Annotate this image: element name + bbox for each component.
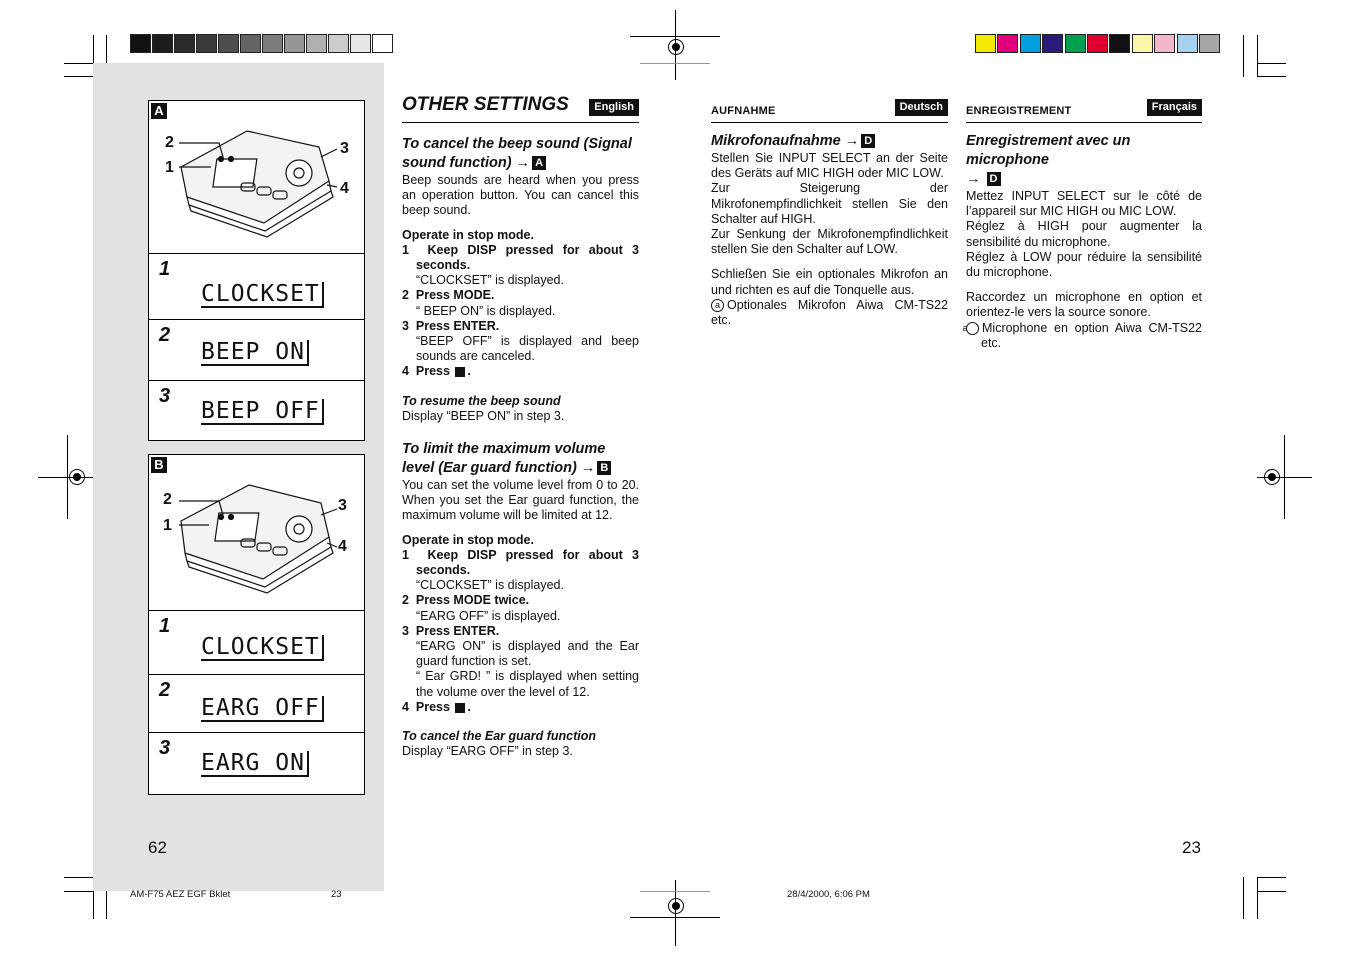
callout-1: 1 — [165, 159, 174, 176]
color-swatch — [1042, 34, 1063, 53]
note-marker-icon: a — [966, 322, 979, 335]
callout-2: 2 — [165, 134, 174, 151]
figure-ref-badge: A — [532, 156, 546, 170]
lcd-display: CLOCKSET — [201, 282, 324, 308]
column-header — [966, 96, 1202, 123]
figure-badge: A — [151, 103, 167, 119]
language-tag: Français — [1147, 99, 1202, 116]
paragraph: Zur Senkung der Mikrofonempfindlichkeit stellen Sie den Schalter auf LOW. — [711, 227, 948, 257]
paragraph: Raccordez un microphone en option et orientez-le vers la source sonore. — [966, 290, 1202, 320]
color-swatch — [1177, 34, 1198, 53]
color-swatch — [1109, 34, 1130, 53]
color-swatch — [1087, 34, 1108, 53]
subheading: To cancel the Ear guard function — [402, 729, 597, 744]
gray-swatch — [174, 34, 195, 53]
color-swatch — [1199, 34, 1220, 53]
figure-step-row — [149, 674, 364, 733]
step-item: 1 Keep DISP pressed for about 3 seconds. — [402, 242, 639, 273]
paragraph: Beep sounds are heard when you press an operation button. You can cancel this beep sound. — [402, 173, 639, 218]
step-number: 2 — [159, 324, 171, 346]
note: a Optionales Mikrofon Aiwa CM-TS22 etc. — [711, 297, 948, 328]
step-item: 2 Press MODE. — [402, 288, 495, 303]
step-item: 2 Press MODE twice. — [402, 593, 530, 608]
step-number: 3 — [159, 385, 171, 407]
francais-column — [962, 96, 1202, 351]
lcd-display: EARG OFF — [201, 696, 324, 722]
note-marker-icon: a — [711, 299, 724, 312]
gray-swatch — [306, 34, 327, 53]
gray-swatch — [240, 34, 261, 53]
mode-note: Operate in stop mode. — [402, 532, 534, 547]
figure-step-row — [149, 319, 364, 381]
step-number: 2 — [159, 679, 171, 701]
language-tag: English — [589, 99, 639, 116]
note: a Microphone en option Aiwa CM-TS22 etc. — [962, 320, 1202, 350]
callout-4: 4 — [340, 180, 349, 197]
paragraph: Réglez à LOW pour réduire la sensibilité du microphone. — [966, 249, 1202, 280]
color-swatch — [1132, 34, 1153, 53]
gray-swatch — [218, 34, 239, 53]
column-header — [402, 96, 639, 123]
section-title: ENREGISTREMENT — [966, 105, 1072, 117]
section-heading-beep-cancel: To cancel the beep sound (Signal sound function) → A — [402, 136, 632, 171]
step-result: “BEEP OFF” is displayed and beep sounds are canceled. — [416, 334, 639, 364]
callout-4: 4 — [338, 538, 347, 555]
figure-step-row — [149, 380, 364, 441]
color-swatch — [975, 34, 996, 53]
step-item: 4 Press . — [402, 364, 471, 379]
figure-ref-badge: D — [987, 172, 1001, 186]
gray-swatch — [328, 34, 349, 53]
callout-1: 1 — [163, 517, 172, 534]
paragraph: Stellen Sie INPUT SELECT an der Seite des Geräts auf MIC HIGH oder MIC LOW. — [711, 151, 948, 181]
lcd-display: EARG ON — [201, 751, 309, 777]
figure-step-row — [149, 610, 364, 675]
lcd-display: BEEP OFF — [201, 399, 324, 425]
step-result: “CLOCKSET” is displayed. — [416, 578, 564, 593]
step-item: 3 Press ENTER. — [402, 623, 500, 638]
page-title: OTHER SETTINGS — [402, 94, 569, 115]
lcd-display: CLOCKSET — [201, 635, 324, 661]
paragraph: Schließen Sie ein optionales Mikrofon an und richten es auf die Tonquelle aus. — [711, 267, 948, 297]
gray-swatch — [350, 34, 371, 53]
step-number: 1 — [159, 615, 171, 637]
player-illustration — [149, 455, 364, 610]
paragraph: You can set the volume level from 0 to 20. When you set the Ear guard function, the maximum volume will be limited at 12. — [402, 478, 639, 523]
figure-b — [148, 454, 365, 795]
figure-ref-badge: B — [597, 461, 611, 475]
footer-date: 28/4/2000, 6:06 PM — [787, 889, 870, 900]
subheading: To resume the beep sound — [402, 393, 561, 408]
paragraph: Mettez INPUT SELECT sur le côté de l’appareil sur MIC HIGH ou MIC LOW. — [966, 189, 1202, 219]
figure-a — [148, 100, 365, 441]
footer-page: 23 — [331, 889, 342, 900]
stop-icon — [455, 367, 465, 377]
step-result: “EARG ON” is displayed and the Ear guard function is set. — [416, 639, 639, 669]
figure-ref-badge: D — [861, 134, 875, 148]
paragraph: Display “EARG OFF” in step 3. — [402, 744, 573, 759]
step-number: 1 — [159, 258, 171, 280]
section-heading: Mikrofonaufnahme → D — [711, 132, 948, 151]
player-illustration — [149, 101, 364, 253]
stop-icon — [455, 703, 465, 713]
color-swatch — [1065, 34, 1086, 53]
footer-filename: AM-F75 AEZ EGF Bklet — [130, 889, 231, 900]
gray-swatch — [372, 34, 393, 53]
callout-3: 3 — [340, 140, 349, 157]
figure-step-row — [149, 253, 364, 320]
step-result: “ Ear GRD! ” is displayed when setting the volume over the level of 12. — [416, 669, 639, 699]
figure-badge: B — [151, 457, 167, 473]
deutsch-column — [711, 96, 948, 328]
gray-swatch — [196, 34, 217, 53]
figure-step-row — [149, 732, 364, 795]
english-column — [402, 96, 639, 760]
step-result: “CLOCKSET” is displayed. — [416, 273, 564, 288]
step-item: 1 Keep DISP pressed for about 3 seconds. — [402, 547, 639, 578]
lcd-display: BEEP ON — [201, 340, 309, 366]
color-swatch — [997, 34, 1018, 53]
step-result: “ BEEP ON” is displayed. — [416, 303, 556, 318]
page-number-left: 62 — [148, 838, 167, 857]
paragraph: Zur Steigerung der Mikrofonempfindlichkeit stellen Sie den Schalter auf HIGH. — [711, 181, 948, 226]
gray-swatch — [284, 34, 305, 53]
gray-swatch — [152, 34, 173, 53]
step-result: “EARG OFF” is displayed. — [416, 608, 561, 623]
callout-2: 2 — [163, 491, 172, 508]
language-tag: Deutsch — [895, 99, 948, 116]
gray-swatch — [262, 34, 283, 53]
mode-note: Operate in stop mode. — [402, 227, 534, 242]
column-header — [711, 96, 948, 123]
paragraph: Display “BEEP ON” in step 3. — [402, 408, 565, 423]
section-heading-ear-guard: To limit the maximum volume level (Ear guard function) → B — [402, 440, 639, 478]
page-number-right: 23 — [1182, 838, 1201, 857]
section-heading: Enregistrement avec un microphone → D — [966, 133, 1131, 187]
step-item: 4 Press . — [402, 699, 471, 714]
step-number: 3 — [159, 737, 171, 759]
section-title: AUFNAHME — [711, 105, 776, 117]
paragraph: Réglez à HIGH pour augmenter la sensibilité du microphone. — [966, 219, 1202, 249]
color-swatch — [1154, 34, 1175, 53]
color-swatch — [1020, 34, 1041, 53]
step-item: 3 Press ENTER. — [402, 318, 500, 333]
callout-3: 3 — [338, 497, 347, 514]
gray-swatch — [130, 34, 151, 53]
